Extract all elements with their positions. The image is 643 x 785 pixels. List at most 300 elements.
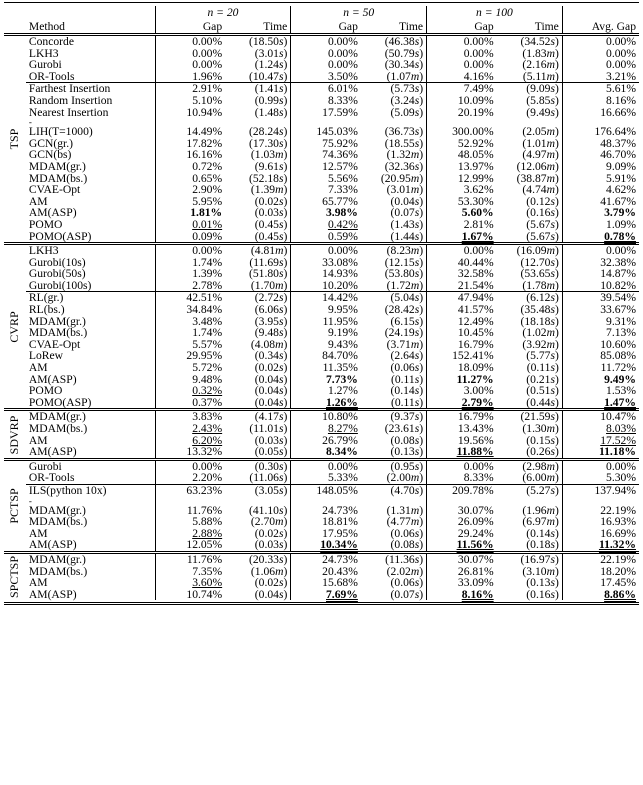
method-name: AM [28,433,48,447]
time-header: Time [534,20,559,33]
table-row [4,231,639,244]
avg-gap-cell [562,107,639,119]
avg-gap: 1.47% [604,395,636,409]
time-n50: (46.38s) [384,35,424,48]
method-name: AM(ASP) [28,206,77,220]
group-header-n50: n = 50 [291,6,427,20]
time-n50: (1.31m) [386,503,424,517]
time-n20: (28.24s) [248,125,288,139]
time-n100: (21.59s) [520,410,559,424]
time-n20-cell [225,397,291,410]
time-n100: (0.26s) [526,445,559,459]
gap-n50: 3.50% [327,69,358,83]
gap-header: Gap [291,20,361,35]
gap-n20: 5.88% [192,515,223,529]
time-n100: (6.97m) [522,515,559,529]
problem-name: TSP [7,128,22,150]
method-name-cell [26,589,155,601]
method-name: MDAM(gr.) [28,503,86,517]
avg-gap: 1.09% [606,217,636,231]
time-n100: (16.97s) [520,552,559,566]
time-n100: (0.16s) [526,206,559,220]
method-name: MDAM(bs.) [28,515,88,529]
time-n100: (0.12s) [526,194,559,208]
time-n50: (28.42s) [384,303,424,317]
time-n50: (4.77m) [386,515,424,529]
gap-n50: 9.95% [327,303,358,317]
time-n50: (0.08s) [390,538,424,552]
avg-gap: 137.94% [594,483,636,497]
avg-gap-cell [562,397,639,410]
time-n100: (1.96m) [522,503,559,517]
gap-n100-cell [427,231,497,244]
avg-gap: 18.20% [600,564,636,578]
method-name: GCN(bs) [28,148,72,162]
avg-gap: 46.70% [600,148,636,162]
gap-n50: 24.73% [322,503,358,517]
table-row [4,539,639,552]
time-n20: (0.30s) [254,459,288,473]
avg-gap-cell [562,71,639,83]
avg-gap-cell [562,231,639,244]
gap-n100: 10.09% [457,93,494,107]
time-n50: (53.80s) [384,267,424,281]
time-n50: (32.36s) [384,159,424,173]
results-table-container [4,2,639,605]
time-n50: (1.43s) [390,217,424,231]
time-n20: (20.33s) [248,552,288,566]
gap-n50: 0.00% [327,35,358,48]
time-n50: (8.23m) [386,244,424,258]
avg-gap-cell [562,589,639,601]
time-n50: (3.71m) [386,337,424,351]
gap-n50: 26.79% [322,433,358,447]
time-n50: (5.73s) [390,82,424,96]
gap-n100: 300.00% [452,125,494,139]
gap-n100: 21.54% [457,278,494,292]
gap-n100: 11.56% [456,538,494,552]
gap-n20: 0.37% [192,395,223,409]
problem-name: CVRP [7,311,22,343]
method-name: Gurobi [28,58,62,72]
time-n50-cell [361,589,427,601]
gap-n100: 26.09% [457,515,494,529]
time-n50: (9.37s) [390,410,424,424]
avg-gap: 10.47% [600,410,636,424]
avg-gap-header: Avg. Gap [562,20,639,35]
gap-n50-cell [291,280,361,292]
time-n100-cell [497,71,563,83]
time-n100: (6.00m) [522,471,559,485]
time-n100: (12.70s) [520,255,559,269]
time-n50: (3.01m) [386,183,424,197]
time-n20-cell [225,71,291,83]
time-n50-cell [361,539,427,552]
gap-n100: 26.81% [457,564,494,578]
time-n20: (1.24s) [254,58,288,72]
time-n20: (0.02s) [254,194,288,208]
time-n100: (16.09m) [516,244,559,258]
gap-n100: 4.16% [463,69,494,83]
gap-n20: 1.74% [192,255,223,269]
time-n100: (34.52s) [520,35,559,48]
gap-n100: 29.24% [457,526,494,540]
gap-n100: 40.44% [457,255,494,269]
method-name: AM(ASP) [28,538,77,552]
gap-n20: 11.76% [186,503,223,517]
avg-gap: 7.13% [606,326,636,340]
avg-gap: 0.00% [606,459,636,473]
time-n50: (0.07s) [390,206,424,220]
problem-label [4,35,26,244]
method-name: MDAM(bs.) [28,564,88,578]
method-name: AM [28,526,48,540]
gap-n20: 1.39% [192,267,223,281]
time-n20: (0.04s) [254,395,288,409]
method-name: POMO [28,384,63,398]
method-name: AM [28,194,48,208]
gap-n20-cell [155,107,225,119]
time-n20: (11.69s) [249,255,288,269]
time-n100: (5.27s) [526,483,559,497]
time-n20: (4.08m) [250,337,288,351]
gap-n50-cell [291,71,361,83]
method-name: ILS(python 10x) [28,483,107,497]
time-n50: (30.34s) [384,58,424,72]
gap-n20-cell [155,589,225,601]
time-n100: (0.11s) [526,361,559,375]
avg-gap: 22.19% [600,552,636,566]
avg-gap: 33.67% [600,303,636,317]
gap-n20: 6.20% [192,433,223,447]
time-n20: (51.80s) [248,267,288,281]
method-name: Gurobi [28,459,62,473]
gap-n100-cell [427,472,497,484]
time-n100-cell [497,397,563,410]
gap-n20: 0.09% [192,229,223,243]
time-n100: (2.98m) [522,459,559,473]
time-n20: (0.45s) [254,229,288,243]
time-n100: (0.15s) [526,433,559,447]
time-n20: (6.06s) [254,303,288,317]
gap-n50-cell [291,589,361,601]
method-name-cell [26,446,155,459]
gap-n100-cell [427,71,497,83]
gap-n50: 7.33% [327,183,358,197]
gap-n50: 11.35% [322,361,358,375]
gap-n20-cell [155,231,225,244]
gap-n20: 0.00% [192,35,223,48]
gap-n50-cell [291,107,361,119]
method-name: - [28,495,32,506]
time-n20: (1.70m) [250,278,288,292]
time-n50: (0.11s) [390,395,424,409]
gap-n20: 1.81% [190,206,223,220]
avg-gap: 176.64% [594,125,636,139]
method-name: MDAM(gr.) [28,410,86,424]
time-n50-cell [361,280,427,292]
time-n100-cell [497,107,563,119]
method-name: POMO(ASP) [28,229,92,243]
table-row [4,446,639,459]
avg-gap: 5.91% [606,171,636,185]
avg-gap: 8.03% [606,422,636,435]
gap-n100: 2.81% [463,217,494,231]
gap-n100: 0.00% [463,58,494,72]
time-n50: (0.06s) [390,576,424,590]
time-n50: (0.04s) [390,194,424,208]
gap-n20: 34.84% [186,303,223,317]
avg-gap: 5.61% [606,82,636,96]
gap-n50: 17.95% [322,526,358,540]
time-n50: (0.95s) [390,459,424,473]
gap-n20: 7.35% [192,564,223,578]
time-n20: (9.48s) [254,326,288,340]
avg-gap: 0.00% [606,46,636,60]
method-name: AM [28,361,48,375]
time-n20: (52.18s) [248,171,288,185]
method-name: RL(gr.) [28,291,64,305]
results-table [4,2,639,605]
avg-gap-cell [562,280,639,292]
gap-n50: 8.33% [327,93,358,107]
time-n50: (1.72m) [386,278,424,292]
gap-n20: 0.00% [192,459,223,473]
time-n20: (0.03s) [254,206,288,220]
gap-n50: 0.42% [327,217,358,231]
gap-n50: 20.43% [322,564,358,578]
time-n20: (0.03s) [254,433,288,447]
gap-n50: 9.43% [327,337,358,351]
time-n20-cell [225,539,291,552]
method-name: RL(bs.) [28,303,65,317]
time-n50: (3.24s) [390,93,424,107]
avg-gap: 22.19% [600,503,636,517]
gap-n50: 3.98% [326,206,358,220]
time-n100: (18.18s) [520,314,559,328]
time-n20: (0.02s) [254,576,288,590]
gap-n20: 3.48% [192,314,223,328]
time-n20: (1.06m) [250,564,288,578]
problem-label [4,459,26,552]
method-name: LKH3 [28,244,59,258]
avg-gap: 17.45% [600,576,636,590]
gap-n20: 42.51% [186,291,223,305]
gap-n100: 30.07% [457,552,494,566]
time-n20-cell [225,589,291,601]
time-n100: (0.13s) [526,576,559,590]
time-n100: (0.16s) [526,587,559,601]
gap-header: Gap [427,20,497,35]
time-n100: (5.11m) [522,69,559,83]
avg-gap: 11.72% [600,361,636,375]
gap-n100: 12.99% [457,171,494,185]
time-n20: (0.03s) [254,538,288,552]
time-n100: (5.85s) [526,93,559,107]
avg-gap: 48.37% [600,136,636,150]
gap-n20: 9.48% [192,372,223,386]
gap-n20: 10.74% [186,587,223,601]
problem-name: PCTSP [7,488,22,524]
gap-n50: 84.70% [322,349,358,363]
avg-gap: 0.78% [604,229,636,243]
time-n50: (12.15s) [384,255,424,269]
time-n100: (2.16m) [522,58,559,72]
time-n20-cell [225,484,291,496]
gap-n100: 12.49% [457,314,494,328]
method-name: CVAE-Opt [28,337,81,351]
time-n20: (0.04s) [254,587,288,601]
time-n50-cell [361,397,427,410]
gap-n100: 2.79% [461,395,494,409]
time-header: Time [399,20,424,33]
time-n50: (2.64s) [390,349,424,363]
time-n50: (50.79s) [384,46,424,60]
method-name-cell [26,107,155,119]
method-name: OR-Tools [28,69,75,83]
gap-n50: 7.69% [326,587,358,601]
method-name: MDAM(bs.) [28,422,88,435]
time-n100: (0.44s) [526,395,559,409]
table-row [4,472,639,484]
time-n50: (0.06s) [390,361,424,375]
avg-gap: 10.82% [600,278,636,292]
avg-gap: 39.54% [600,291,636,305]
avg-gap: 9.31% [606,314,636,328]
time-n20: (0.04s) [254,372,288,386]
table-row [4,107,639,119]
method-name-cell [26,472,155,484]
gap-n100: 20.19% [457,105,494,119]
method-name: LKH3 [28,46,59,60]
time-n20-cell [225,231,291,244]
gap-n50: 24.73% [322,552,358,566]
method-name: AM(ASP) [28,445,77,459]
gap-n20-cell [155,472,225,484]
time-n50-cell [361,484,427,496]
time-n20: (1.41s) [254,82,288,96]
time-n20: (2.72s) [254,291,288,305]
gap-n20: 1.74% [192,326,223,340]
time-n50: (2.00m) [386,471,424,485]
gap-n100: 152.41% [452,349,494,363]
avg-gap: 3.21% [606,69,636,83]
time-n20: (1.48s) [254,105,288,119]
gap-n100: 13.97% [457,159,494,173]
avg-gap-cell [562,446,639,459]
gap-n50: 8.34% [326,445,358,459]
time-n50: (4.70s) [390,483,424,497]
problem-label [4,244,26,410]
time-n50: (20.95m) [380,171,424,185]
gap-n20: 0.00% [192,58,223,72]
avg-gap: 0.00% [606,35,636,48]
gap-n100: 3.00% [463,384,494,398]
gap-n100: 33.09% [457,576,494,590]
gap-n50-cell [291,231,361,244]
gap-n20: 12.05% [186,538,223,552]
gap-n50-cell [291,397,361,410]
method-name: AM(ASP) [28,587,77,601]
avg-gap: 0.00% [606,58,636,72]
time-n100: (0.14s) [526,526,559,540]
gap-n50: 10.20% [322,278,358,292]
time-n20: (4.81m) [250,244,288,258]
time-n20: (3.05s) [254,483,288,497]
method-name: AM(ASP) [28,372,77,386]
gap-n100: 11.88% [456,445,494,459]
time-n100: (12.06m) [516,159,559,173]
avg-gap: 11.18% [598,445,636,459]
time-n50: (1.32m) [386,148,424,162]
time-n50: (18.55s) [384,136,424,150]
gap-n50: 1.26% [326,395,358,409]
avg-gap: 4.62% [606,183,636,197]
gap-n20: 2.88% [192,526,223,540]
gap-n100: 8.16% [461,587,494,601]
time-n100: (9.49s) [526,105,559,119]
gap-n50-cell [291,446,361,459]
time-n50: (5.04s) [390,291,424,305]
gap-n100: 41.57% [457,303,494,317]
gap-n100: 52.92% [457,136,494,150]
time-n50: (11.36s) [385,552,424,566]
time-n100: (1.02m) [522,326,559,340]
method-name: POMO(ASP) [28,395,92,409]
method-name: MDAM(bs.) [28,326,88,340]
time-n100: (4.97m) [522,148,559,162]
gap-n20: 0.32% [192,384,223,398]
gap-n20-cell [155,397,225,410]
bottom-rule [4,600,639,604]
time-n20: (18.50s) [248,35,288,48]
time-n20: (3.95s) [254,314,288,328]
gap-n50: 33.08% [322,255,358,269]
problem-label [4,552,26,600]
avg-gap: 16.66% [600,105,636,119]
table-row [4,71,639,83]
time-n100: (2.05m) [522,125,559,139]
gap-n100: 13.43% [457,422,494,435]
group-header-n100: n = 100 [427,6,563,20]
gap-n50: 0.00% [327,46,358,60]
gap-n20-cell [155,446,225,459]
avg-gap-cell [562,539,639,552]
gap-n50: 7.73% [326,372,358,386]
gap-n50: 18.81% [322,515,358,529]
gap-n50: 9.19% [327,326,358,340]
gap-n100: 19.56% [457,433,494,447]
avg-gap: 8.86% [604,587,636,601]
gap-n50: 12.57% [322,159,358,173]
time-n50: (1.07m) [386,69,424,83]
gap-n50: 15.68% [322,576,358,590]
time-n50: (2.02m) [386,564,424,578]
gap-n100: 10.45% [457,326,494,340]
gap-n100: 209.78% [452,483,494,497]
gap-n20: 14.49% [186,125,223,139]
gap-n100: 0.00% [463,459,494,473]
time-n50-cell [361,231,427,244]
time-n20: (0.34s) [254,349,288,363]
gap-n100-cell [427,397,497,410]
avg-gap: 17.52% [600,433,636,447]
gap-n20: 10.94% [186,105,223,119]
gap-n50: 145.03% [316,125,358,139]
time-n100-cell [497,446,563,459]
gap-n100: 0.00% [463,35,494,48]
header-row-columns [4,20,639,35]
